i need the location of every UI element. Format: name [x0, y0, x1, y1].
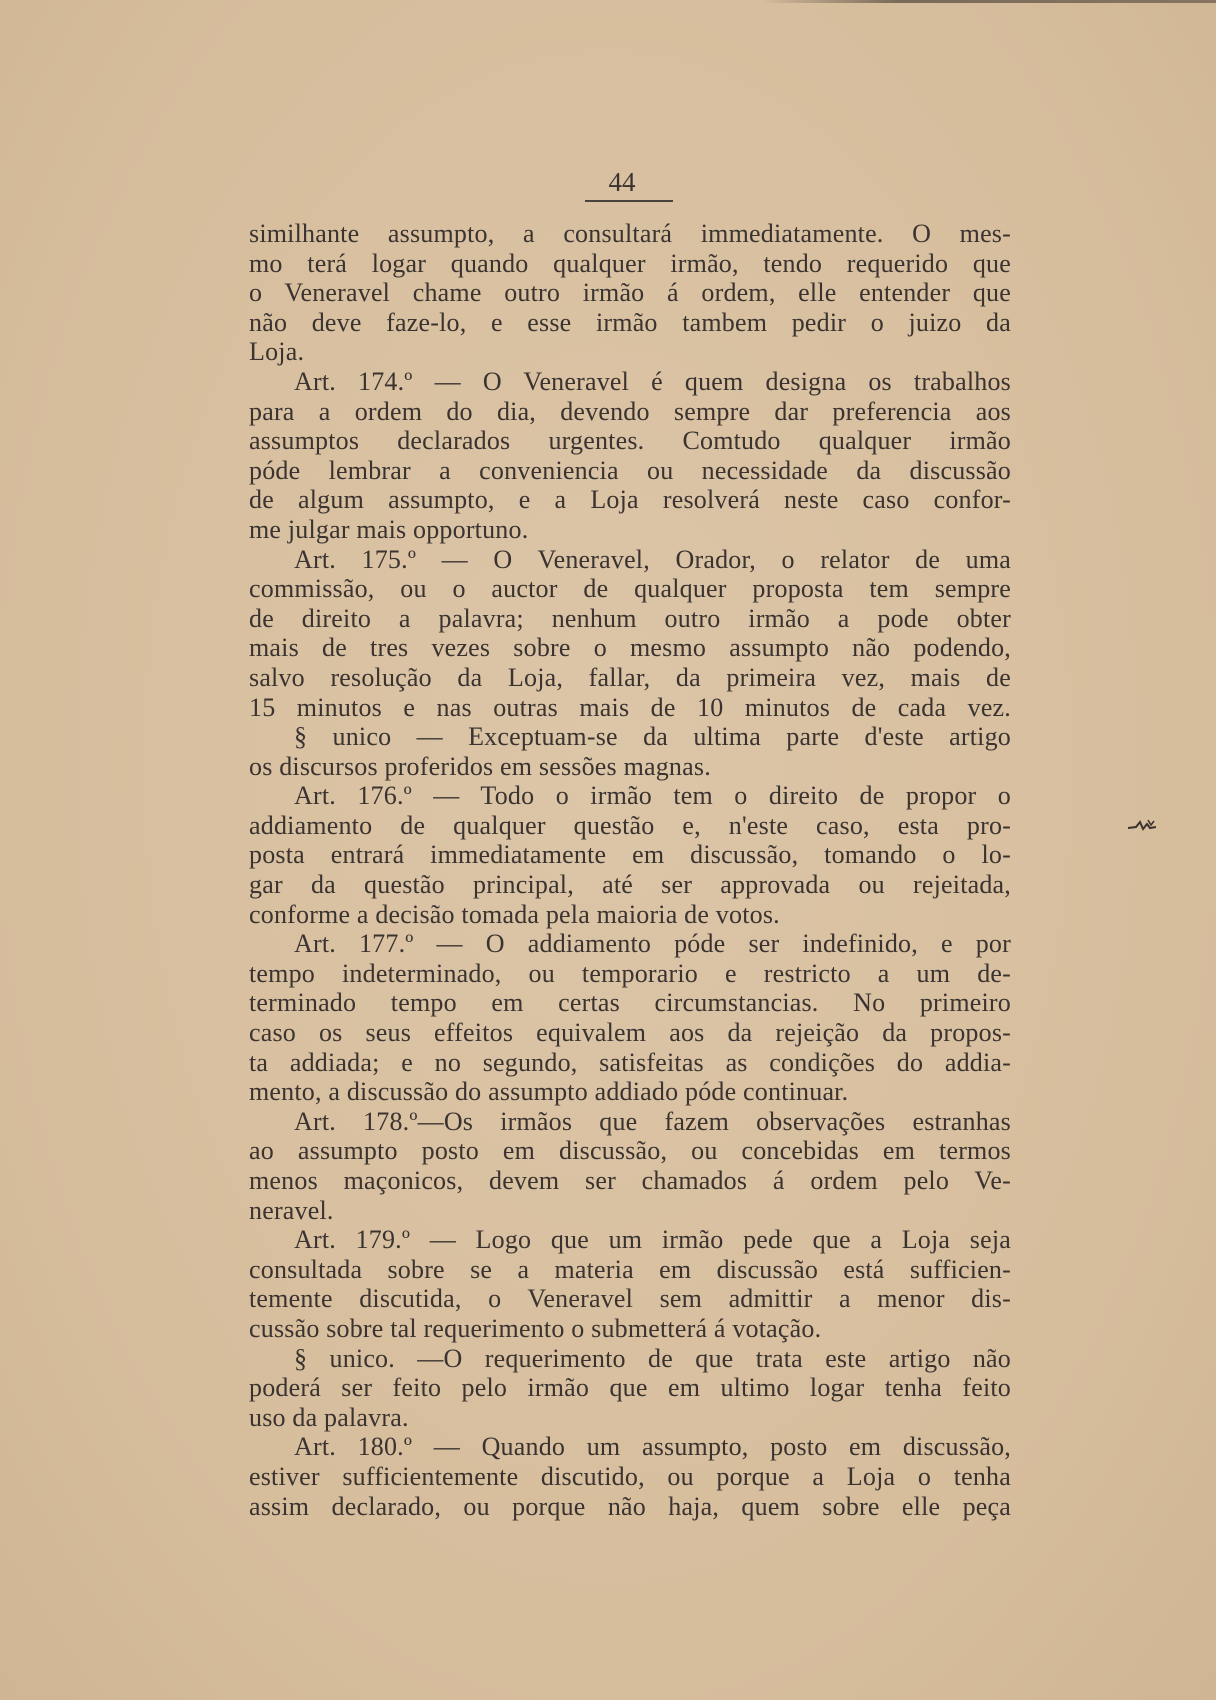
text-line: Art. 175.º — O Veneravel, Orador, o relator de uma: [294, 544, 1011, 574]
text-line: commissão, ou o auctor de qualquer proposta tem sempre: [249, 574, 1011, 604]
text-line: Art. 180.º — Quando um assumpto, posto em discussão,: [294, 1432, 1011, 1462]
text-line: tempo indeterminado, ou temporario e restricto a um de-: [249, 958, 1011, 988]
text-line: me julgar mais opportuno.: [249, 514, 529, 544]
text-line: uso da palavra.: [249, 1402, 409, 1432]
text-line: 15 minutos e nas outras mais de 10 minutos de cada vez.: [249, 692, 1011, 722]
text-line: estiver sufficientemente discutido, ou porque a Loja o tenha: [249, 1461, 1011, 1491]
text-line: consultada sobre se a materia em discussão está sufficien-: [249, 1254, 1011, 1284]
text-line: temente discutida, o Veneravel sem admittir a menor dis-: [249, 1284, 1011, 1314]
text-line: caso os seus effeitos equivalem aos da rejeição da propos-: [249, 1018, 1011, 1048]
text-line: Art. 179.º — Logo que um irmão pede que a Loja seja: [294, 1225, 1011, 1255]
text-line: salvo resolução da Loja, fallar, da primeira vez, mais de: [249, 662, 1011, 692]
text-line: § unico — Exceptuam-se da ultima parte d'este artigo: [294, 722, 1011, 752]
text-line: posta entrará immediatamente em discussão, tomando o lo-: [249, 840, 1011, 870]
text-line: de algum assumpto, e a Loja resolverá neste caso confor-: [249, 485, 1011, 515]
text-line: assumptos declarados urgentes. Comtudo qualquer irmão: [249, 426, 1011, 456]
text-line: addiamento de qualquer questão e, n'este caso, esta pro-: [249, 810, 1011, 840]
body-text: [249, 219, 1011, 1521]
text-line: terminado tempo em certas circumstancias. No primeiro: [249, 988, 1011, 1018]
text-line: mais de tres vezes sobre o mesmo assumpto não podendo,: [249, 633, 1011, 663]
text-line: conforme a decisão tomada pela maioria de votos.: [249, 899, 780, 929]
text-line: não deve faze-lo, e esse irmão tambem pedir o juizo da: [249, 307, 1011, 337]
text-line: poderá ser feito pelo irmão que em ultimo logar tenha feito: [249, 1373, 1011, 1403]
text-line: Loja.: [249, 337, 305, 367]
text-line: similhante assumpto, a consultará immediatamente. O mes-: [249, 219, 1011, 248]
text-line: ao assumpto posto em discussão, ou concebidas em termos: [249, 1136, 1011, 1166]
text-line: mento, a discussão do assumpto addiado póde continuar.: [249, 1077, 849, 1107]
text-line: assim declarado, ou porque não haja, quem sobre elle peça: [249, 1491, 1011, 1521]
text-line: neravel.: [249, 1195, 334, 1225]
text-line: ta addiada; e no segundo, satisfeitas as condições do addia-: [249, 1047, 1011, 1077]
page-number: 44: [608, 167, 636, 197]
page-top-edge-shadow: [760, 0, 1216, 3]
text-line: de direito a palavra; nenhum outro irmão a pode obter: [249, 603, 1011, 633]
text-line: cussão sobre tal requerimento o submetterá á votação.: [249, 1313, 822, 1343]
margin-ink-mark-icon: [1126, 816, 1158, 836]
text-line: Art. 176.º — Todo o irmão tem o direito de propor o: [294, 781, 1011, 811]
text-line: o Veneravel chame outro irmão á ordem, elle entender que: [249, 278, 1011, 308]
text-line: menos maçonicos, devem ser chamados á ordem pelo Ve-: [249, 1166, 1011, 1195]
text-line: póde lembrar a conveniencia ou necessidade da discussão: [249, 455, 1011, 485]
header-rule: [585, 200, 673, 202]
text-line: para a ordem do dia, devendo sempre dar preferencia aos: [249, 396, 1011, 426]
text-line: Art. 178.º—Os irmãos que fazem observações estranhas: [294, 1106, 1011, 1136]
text-line: os discursos proferidos em sessões magnas.: [249, 751, 711, 781]
text-line: Art. 174.º — O Veneravel é quem designa os trabalhos: [294, 366, 1011, 396]
text-line: Art. 177.º — O addiamento póde ser indefinido, e por: [294, 929, 1011, 959]
text-line: § unico. —O requerimento de que trata este artigo não: [294, 1343, 1011, 1373]
text-line: mo terá logar quando qualquer irmão, tendo requerido que: [249, 248, 1011, 278]
text-line: gar da questão principal, até ser approvada ou rejeitada,: [249, 870, 1011, 900]
